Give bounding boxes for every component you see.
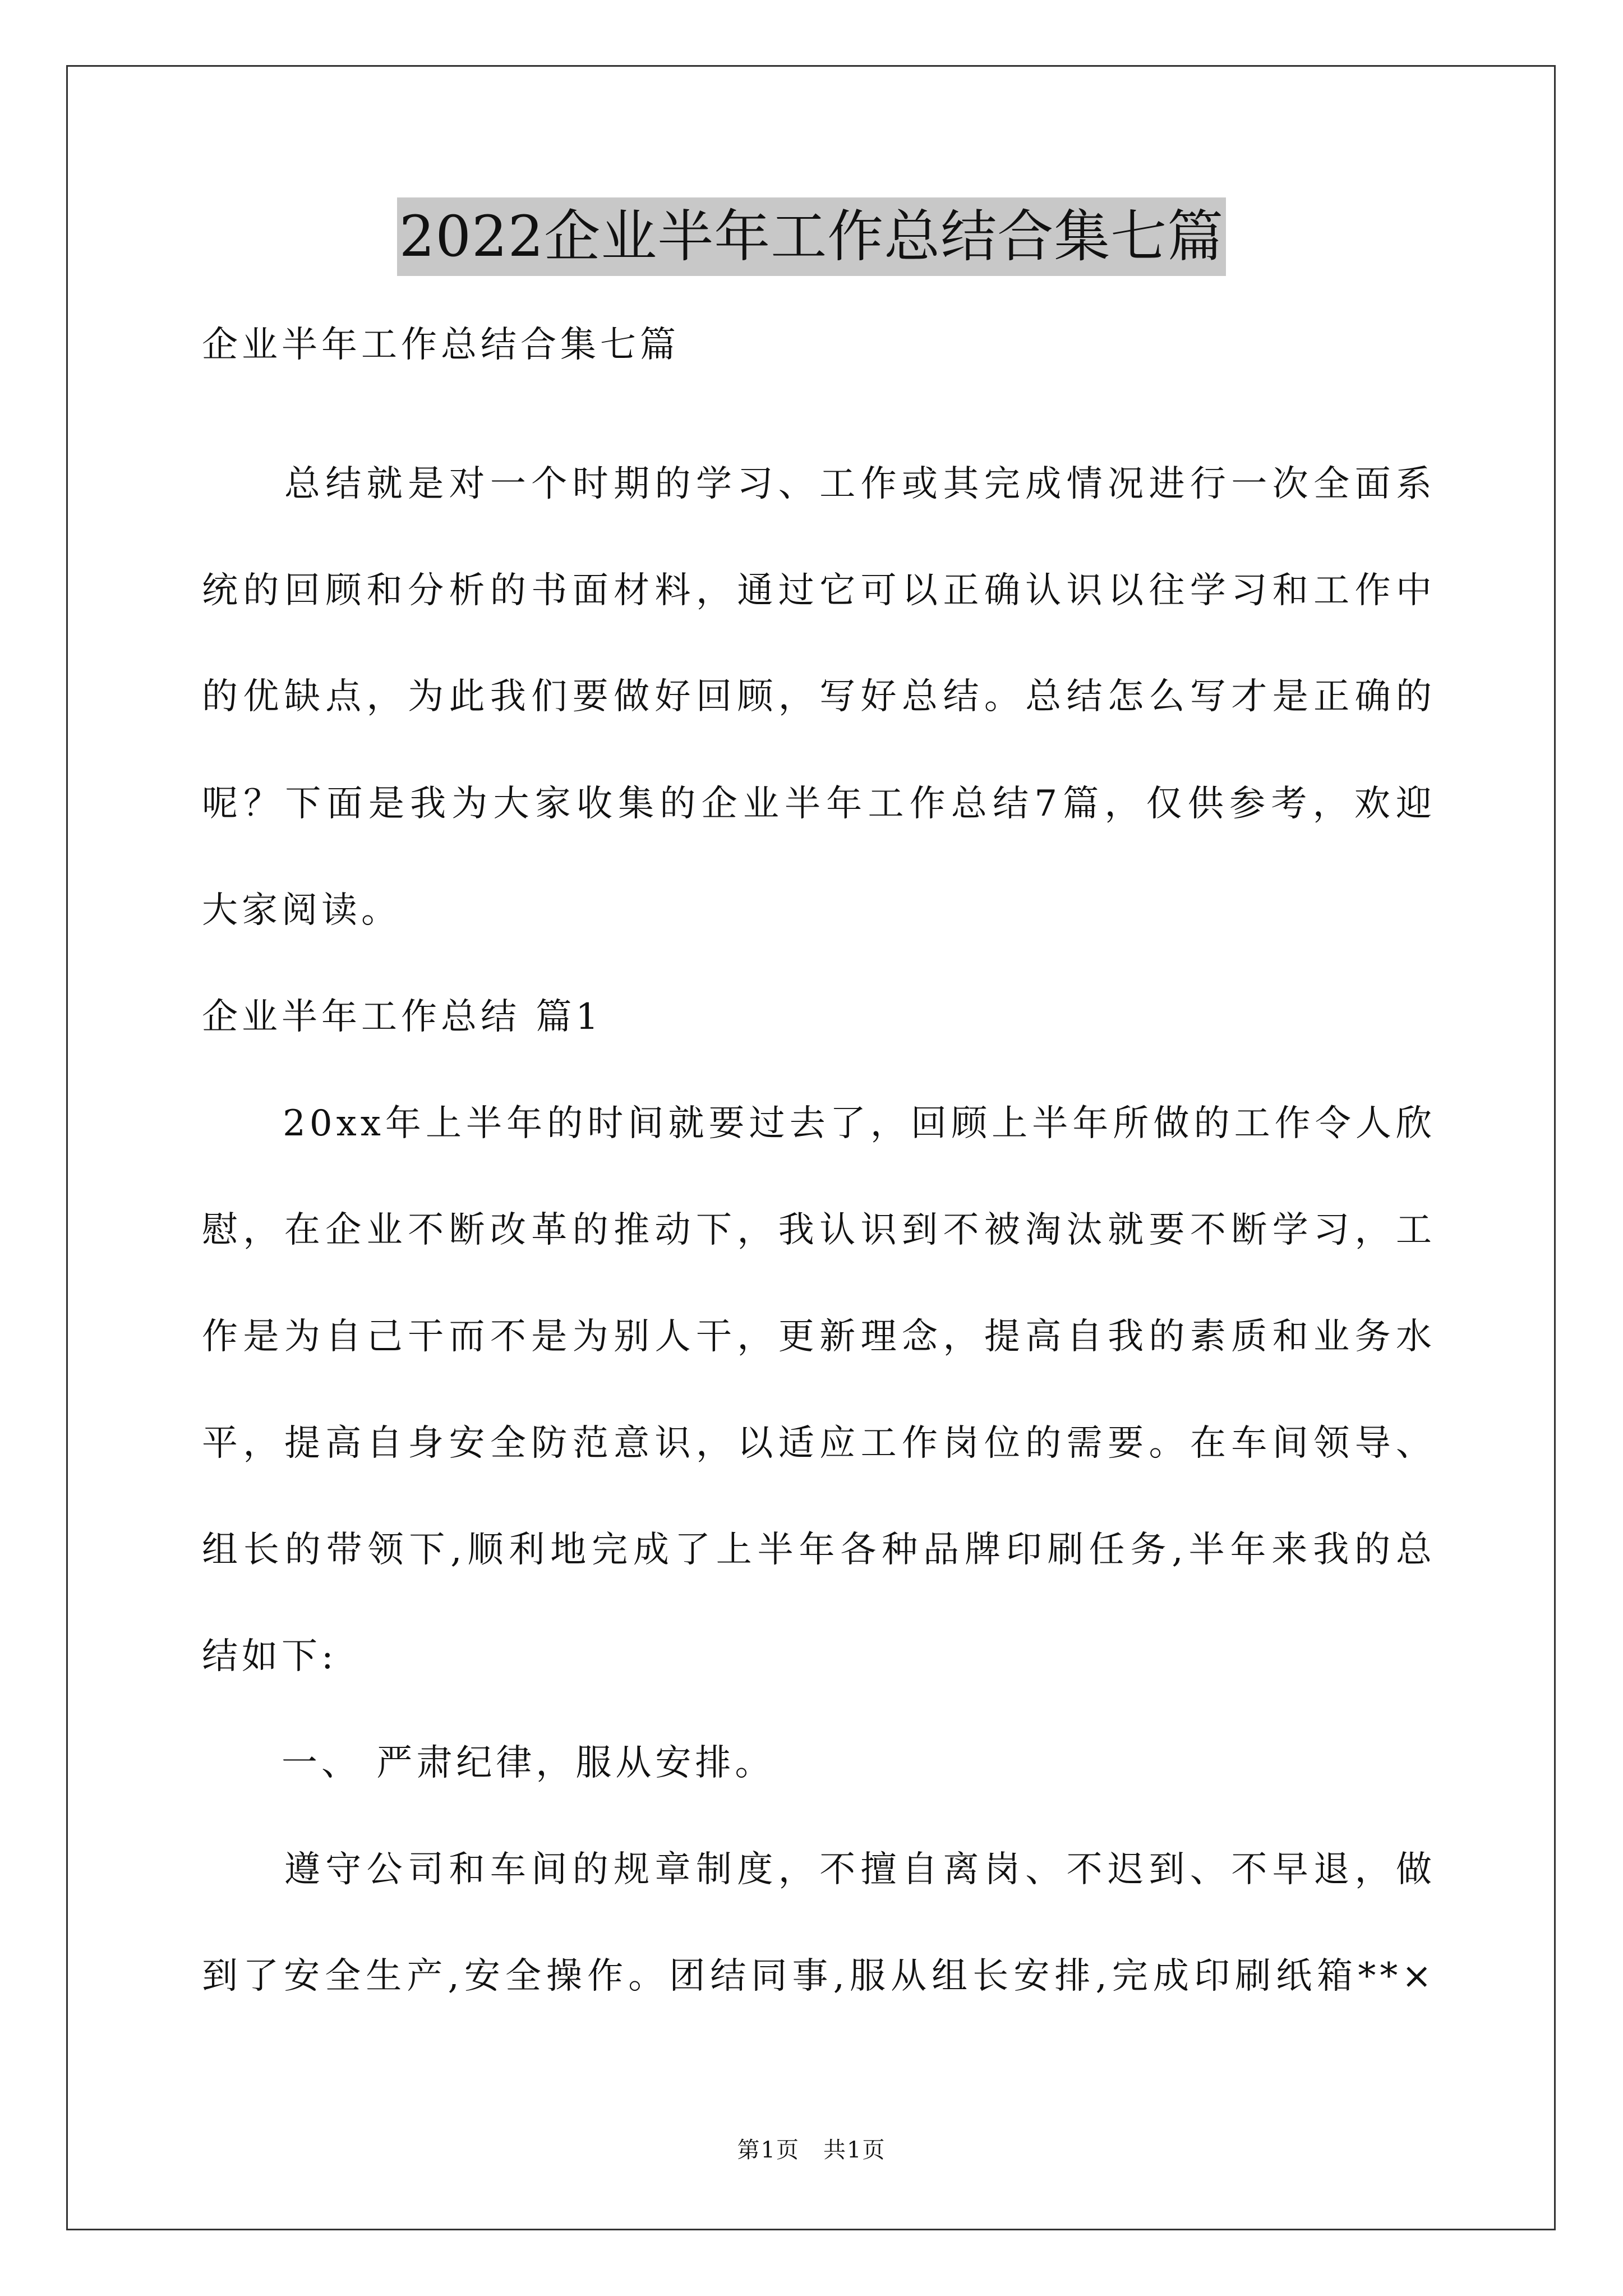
paragraph-line: 平，提高自身安全防范意识，以适应工作岗位的需要。在车间领导、	[202, 1423, 1436, 1464]
title-wrap	[0, 197, 1623, 276]
paragraph-line: 大家阅读。	[202, 890, 401, 931]
paragraph-line: 遵守公司和车间的规章制度，不擅自离岗、不迟到、不早退，做	[202, 1849, 1436, 1890]
paragraph-line: 统的回顾和分析的书面材料，通过它可以正确认识以往学习和工作中	[202, 570, 1436, 611]
paragraph-line: 20xx年上半年的时间就要过去了，回顾上半年所做的工作令人欣	[202, 1103, 1436, 1144]
paragraph-line: 的优缺点，为此我们要做好回顾，写好总结。总结怎么写才是正确的	[202, 676, 1436, 717]
paragraph-line: 呢？下面是我为大家收集的企业半年工作总结7篇，仅供参考，欢迎	[202, 783, 1436, 825]
section-heading: 企业半年工作总结 篇1	[202, 996, 603, 1038]
paragraph-line: 作是为自己干而不是为别人干，更新理念，提高自我的素质和业务水	[202, 1316, 1436, 1358]
paragraph-line: 组长的带领下,顺利地完成了上半年各种品牌印刷任务,半年来我的总	[202, 1529, 1436, 1571]
paragraph-line: 总结就是对一个时期的学习、工作或其完成情况进行一次全面系	[202, 463, 1436, 505]
subsection-heading: 一、 严肃纪律，服从安排。	[202, 1742, 775, 1784]
paragraph-line: 慰，在企业不断改革的推动下，我认识到不被淘汰就要不断学习，工	[202, 1209, 1436, 1251]
paragraph-line: 到了安全生产,安全操作。团结同事,服从组长安排,完成印刷纸箱**×	[202, 1955, 1436, 1997]
subtitle-line: 企业半年工作总结合集七篇	[202, 324, 680, 366]
document-title: 2022企业半年工作总结合集七篇	[397, 197, 1227, 276]
paragraph-line: 结如下:	[202, 1636, 338, 1677]
page-footer: 第1页 共1页	[737, 2137, 886, 2163]
